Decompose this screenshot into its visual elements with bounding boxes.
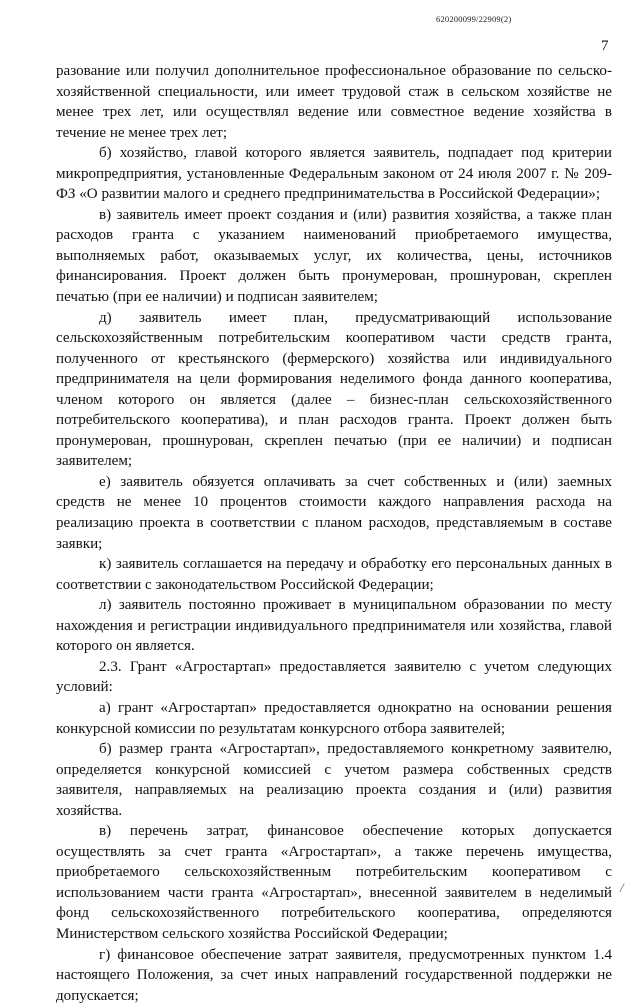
corner-mark: /	[620, 880, 624, 895]
paragraph-l: л) заявитель постоянно проживает в муниципальном образовании по месту нахождения и регистрации индивидуального предпринимателя или хозяйства, главой которого он является.	[56, 597, 612, 655]
paragraph-b: б) хозяйство, главой которого является заявитель, подпадает под критерии микропредприятия, установленные Федеральным законом от 24 июля 2007 г. № 209-ФЗ «О развитии малого и среднего предпринимательства в Российской Федерации»;	[56, 145, 612, 203]
page-number: 7	[601, 38, 609, 54]
paragraph-g: г) финансовое обеспечение затрат заявителя, предусмотренных пунктом 1.4 настоящего Положения, за счет иных направлений государственной поддержки не допускается;	[56, 946, 612, 1004]
document-id: 620200099/22909(2)	[436, 14, 512, 24]
paragraph-v2: в) перечень затрат, финансовое обеспечение которых допускается осуществлять за счет гранта «Агростартап», а также перечень имущества, приобретаемого сельскохозяйственным потребительским кооперативом с использованием части гранта «Агростартап», внесенной заявителем в неделимый фонд сельскохозяйственного потребительского кооператива, определяются Министерством сельского хозяйства Российской Федерации;	[56, 823, 612, 942]
paragraph-v: в) заявитель имеет проект создания и (или) развития хозяйства, а также план расходов гранта с указанием наименований приобретаемого имущества, выполняемых работ, оказываемых услуг, их количества, цены, источников финансирования. Проект должен быть пронумерован, прошнурован, скреплен печатью (при ее наличии) и подписан заявителем;	[56, 206, 612, 306]
paragraph-a: а) грант «Агростартап» предоставляется однократно на основании решения конкурсной комиссии по результатам конкурсного отбора заявителей;	[56, 699, 612, 737]
paragraph-e: е) заявитель обязуется оплачивать за счет собственных и (или) заемных средств не менее 10 процентов стоимости каждого направления расхода на реализацию проекта в соответствии с планом расходов, представляемым в составе заявки;	[56, 473, 612, 552]
paragraph-continuation: разование или получил дополнительное профессиональное образование по сельско-хозяйственной специальности, или имеет трудовой стаж в сельском хозяйстве не менее трех лет, или осуществлял ведение или совместное ведение хозяйства в течение не менее трех лет;	[56, 63, 612, 141]
document-body	[56, 61, 612, 1006]
paragraph-d: д) заявитель имеет план, предусматривающий использование сельскохозяйственным потребительским кооперативом части средств гранта, полученного от крестьянского (фермерского) хозяйства или индивидуального предпринимателя на цели формирования неделимого фонда данного кооператива, членом которого он является (далее – бизнес-план сельскохозяйственного потребительского кооператива), и план расходов гранта. Проект должен быть пронумерован, прошнурован, скреплен печатью (при ее наличии) и подписан заявителем;	[56, 309, 612, 470]
paragraph-b2: б) размер гранта «Агростартап», предоставляемого конкретному заявителю, определяется конкурсной комиссией с учетом размера собственных средств заявителя, направляемых на реализацию проекта создания и (или) развития хозяйства.	[56, 741, 612, 819]
section-2-3: 2.3. Грант «Агростартап» предоставляется заявителю с учетом следующих условий:	[56, 658, 612, 696]
paragraph-k: к) заявитель соглашается на передачу и обработку его персональных данных в соответствии с законодательством Российской Федерации;	[56, 556, 612, 593]
